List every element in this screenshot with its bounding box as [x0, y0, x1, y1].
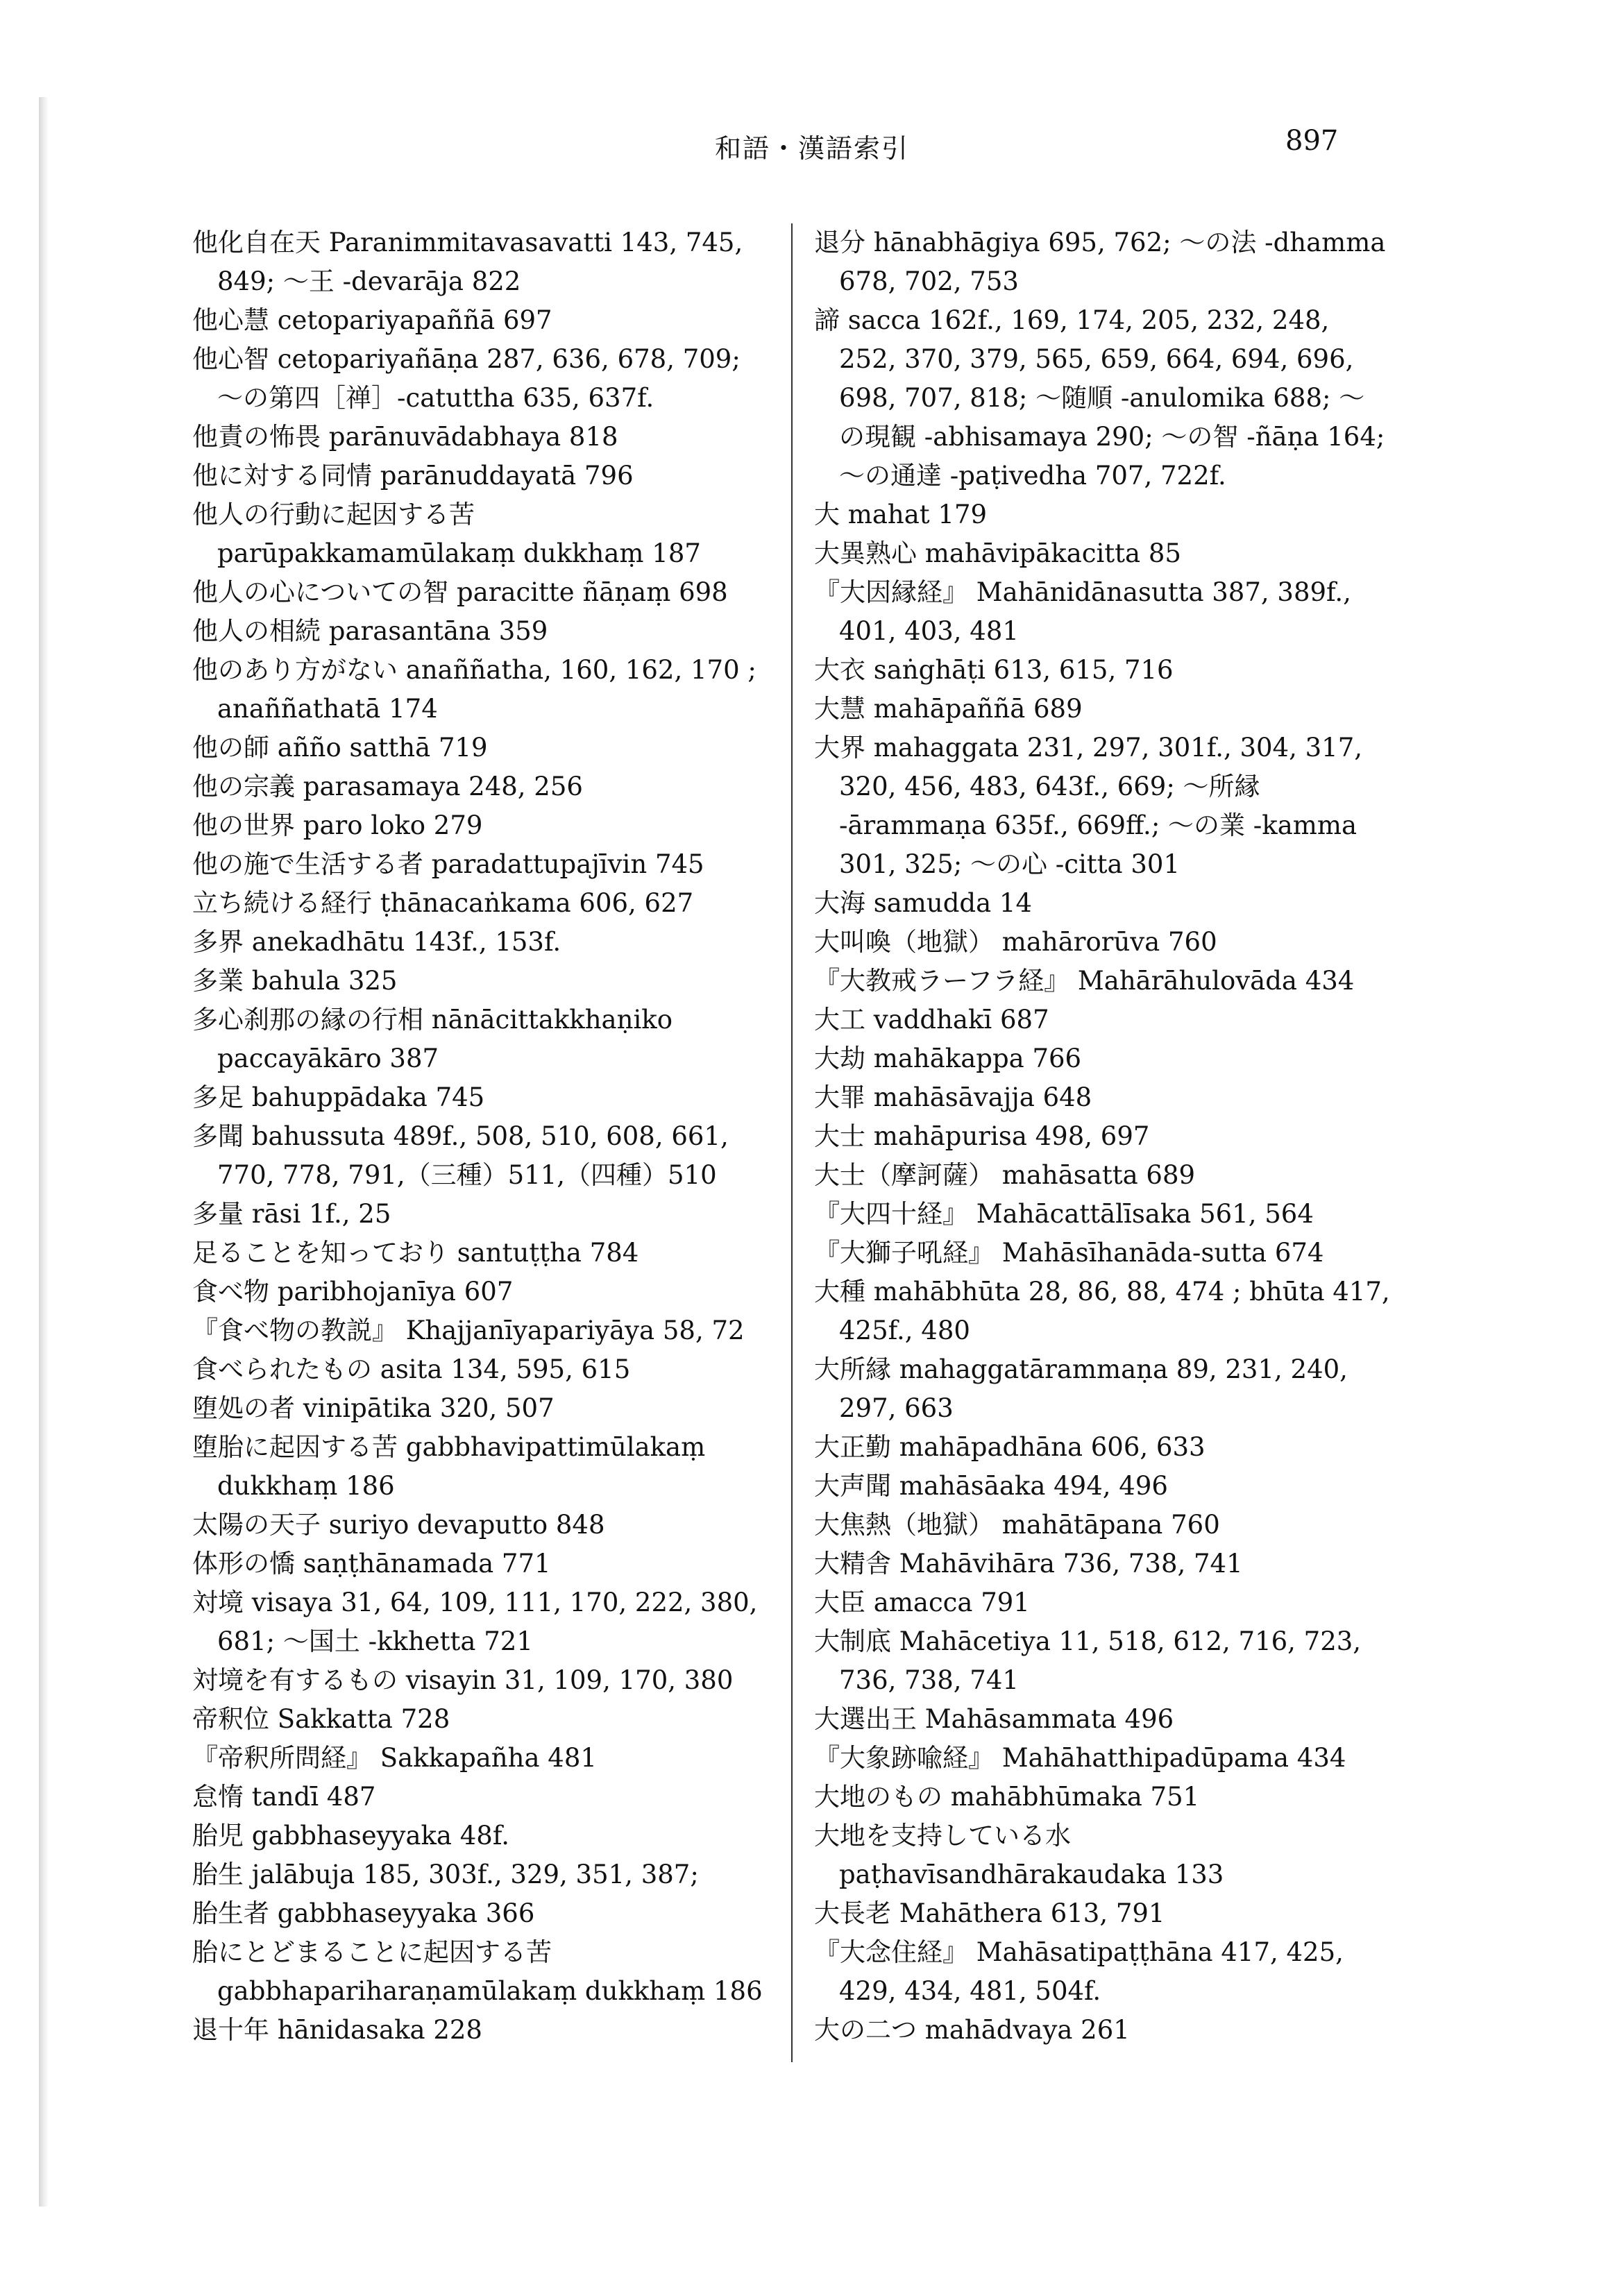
index-entry: 大罪 mahāsāvajja 648 [814, 1082, 1092, 1112]
index-entry: 他人の心についての智 paracitte ñāṇaṃ 698 [192, 577, 728, 607]
index-entry: 大叫喚（地獄） mahārorūva 760 [814, 927, 1217, 957]
running-header-title: 和語・漢語索引 [714, 133, 909, 164]
index-column-left [192, 223, 768, 2050]
index-entry: 体形の憍 saṇṭhānamada 771 [192, 1549, 551, 1579]
index-entry: 対境 visaya 31, 64, 109, 111, 170, 222, 380, 681; ～国土 -kkhetta 721 [192, 1588, 758, 1656]
index-entry: 堕胎に起因する苦 gabbhavipattimūlakaṃ dukkhaṃ 186 [192, 1432, 706, 1501]
index-entry: 大劫 mahākappa 766 [814, 1044, 1082, 1073]
index-entry: 他化自在天 Paranimmitavasavatti 143, 745, 849; ～王 -devarāja 822 [192, 228, 743, 296]
index-entry: 大長老 Mahāthera 613, 791 [814, 1898, 1165, 1928]
index-entry: 大地のもの mahābhūmaka 751 [814, 1782, 1200, 1812]
index-entry: 大焦熱（地獄） mahātāpana 760 [814, 1510, 1220, 1540]
index-entry: 大声聞 mahāsāaka 494, 496 [814, 1471, 1168, 1501]
index-entry: 太陽の天子 suriyo devaputto 848 [192, 1510, 605, 1540]
index-entry: 『帝釈所問経』 Sakkapañha 481 [192, 1743, 597, 1773]
index-entry: 大異熟心 mahāvipākacitta 85 [814, 538, 1181, 568]
index-entry: 大制底 Mahācetiya 11, 518, 612, 716, 723, 736, 738, 741 [814, 1626, 1362, 1695]
index-entry: 『大因縁経』 Mahānidānasutta 387, 389f., 401, 403, 481 [814, 577, 1351, 646]
index-entry: 胎生者 gabbhaseyyaka 366 [192, 1898, 535, 1928]
index-entry: 他の師 añño satthā 719 [192, 733, 488, 763]
index-entry: 大の二つ mahādvaya 261 [814, 2015, 1130, 2045]
index-entry: 『食べ物の教説』 Khajjanīyapariyāya 58, 72 [192, 1316, 745, 1345]
index-entry: 大選出王 Mahāsammata 496 [814, 1704, 1174, 1734]
index-entry: 大海 samudda 14 [814, 888, 1032, 918]
index-entry: 胎にとどまることに起因する苦 gabbhapariharaṇamūlakaṃ dukkhaṃ 186 [192, 1937, 763, 2006]
index-entry: 多心刹那の縁の行相 nānācittakkhaṇiko paccayākāro 387 [192, 1005, 673, 1073]
index-entry: 『大象跡喩経』 Mahāhatthipadūpama 434 [814, 1743, 1346, 1773]
index-entry: 他の宗義 parasamaya 248, 256 [192, 772, 583, 801]
index-entry: 多量 rāsi 1f., 25 [192, 1199, 391, 1229]
index-entry: 大工 vaddhakī 687 [814, 1005, 1049, 1035]
index-entry: 他人の相続 parasantāna 359 [192, 616, 548, 646]
index-entry: 大士（摩訶薩） mahāsatta 689 [814, 1160, 1196, 1190]
column-divider [791, 223, 793, 2062]
index-entry: 堕処の者 vinipātika 320, 507 [192, 1393, 555, 1423]
index-entry: 大界 mahaggata 231, 297, 301f., 304, 317, 320, 456, 483, 643f., 669; ～所縁 -ārammaṇa 635f., 669ff.; ～の業 -kamma 301, 325; ～の心 -citta 301 [814, 733, 1363, 879]
index-entry: 帝釈位 Sakkatta 728 [192, 1704, 450, 1734]
index-entry: 多足 bahuppādaka 745 [192, 1082, 485, 1112]
index-entry: 大衣 saṅghāṭi 613, 615, 716 [814, 655, 1174, 685]
index-entry: 食べられたもの asita 134, 595, 615 [192, 1354, 631, 1384]
index-entry: 多聞 bahussuta 489f., 508, 510, 608, 661, 770, 778, 791,（三種）511,（四種）510 [192, 1121, 729, 1190]
index-entry: 大地を支持している水 paṭhavīsandhārakaudaka 133 [814, 1821, 1224, 1889]
index-entry: 他のあり方がない anaññatha, 160, 162, 170 ; anaññathatā 174 [192, 655, 756, 724]
index-entry: 大種 mahābhūta 28, 86, 88, 474 ; bhūta 417, 425f., 480 [814, 1277, 1390, 1345]
index-entry: 多業 bahula 325 [192, 966, 398, 996]
index-entry: 退分 hānabhāgiya 695, 762; ～の法 -dhamma 678, 702, 753 [814, 228, 1386, 296]
index-entry: 対境を有するもの visayin 31, 109, 170, 380 [192, 1665, 734, 1695]
index-entry: 大 mahat 179 [814, 500, 988, 529]
index-entry: 胎児 gabbhaseyyaka 48f. [192, 1821, 509, 1851]
index-entry: 他責の怖畏 parānuvādabhaya 818 [192, 422, 618, 452]
index-entry: 食べ物 paribhojanīya 607 [192, 1277, 514, 1307]
index-column-right [814, 223, 1390, 2050]
page-number: 897 [1285, 125, 1339, 157]
index-entry: 『大念住経』 Mahāsatipaṭṭhāna 417, 425, 429, 434, 481, 504f. [814, 1937, 1344, 2006]
index-entry: 『大四十経』 Mahācattālīsaka 561, 564 [814, 1199, 1314, 1229]
index-entry: 退十年 hānidasaka 228 [192, 2015, 482, 2045]
index-entry: 大臣 amacca 791 [814, 1588, 1030, 1617]
index-entry: 立ち続ける経行 ṭhānacaṅkama 606, 627 [192, 888, 694, 918]
index-entry: 大正勤 mahāpadhāna 606, 633 [814, 1432, 1206, 1462]
index-entry: 『大獅子吼経』 Mahāsīhanāda-sutta 674 [814, 1238, 1324, 1268]
index-entry: 大所縁 mahaggatārammaṇa 89, 231, 240, 297, 663 [814, 1354, 1348, 1423]
page-binding-edge [39, 97, 49, 2206]
index-entry: 他の世界 paro loko 279 [192, 810, 483, 840]
index-entry: 足ることを知っており santuṭṭha 784 [192, 1238, 639, 1268]
index-entry: 大精舎 Mahāvihāra 736, 738, 741 [814, 1549, 1243, 1579]
index-entry: 他人の行動に起因する苦 parūpakkamamūlakaṃ dukkhaṃ 187 [192, 500, 701, 568]
index-entry: 大士 mahāpurisa 498, 697 [814, 1121, 1150, 1151]
index-entry: 多界 anekadhātu 143f., 153f. [192, 927, 561, 957]
index-entry: 大慧 mahāpaññā 689 [814, 694, 1083, 724]
index-entry: 他心慧 cetopariyapaññā 697 [192, 305, 552, 335]
index-entry: 諦 sacca 162f., 169, 174, 205, 232, 248, 252, 370, 379, 565, 659, 664, 694, 696, 698, 707, 818; ～随順 -anulomika 688; ～の現観 -abhisamaya 290; ～の智 -ñāṇa 164; ～の通達 -paṭivedha 707, 722f. [814, 305, 1385, 491]
index-entry: 他の施で生活する者 paradattupajīvin 745 [192, 849, 704, 879]
index-entry: 他に対する同情 parānuddayatā 796 [192, 461, 634, 491]
index-entry: 『大教戒ラーフラ経』 Mahārāhulovāda 434 [814, 966, 1355, 996]
index-entry: 胎生 jalābuja 185, 303f., 329, 351, 387; [192, 1860, 699, 1889]
index-entry: 他心智 cetopariyañāṇa 287, 636, 678, 709; ～の第四［禅］-catuttha 635, 637f. [192, 344, 741, 413]
index-entry: 怠惰 tandī 487 [192, 1782, 376, 1812]
